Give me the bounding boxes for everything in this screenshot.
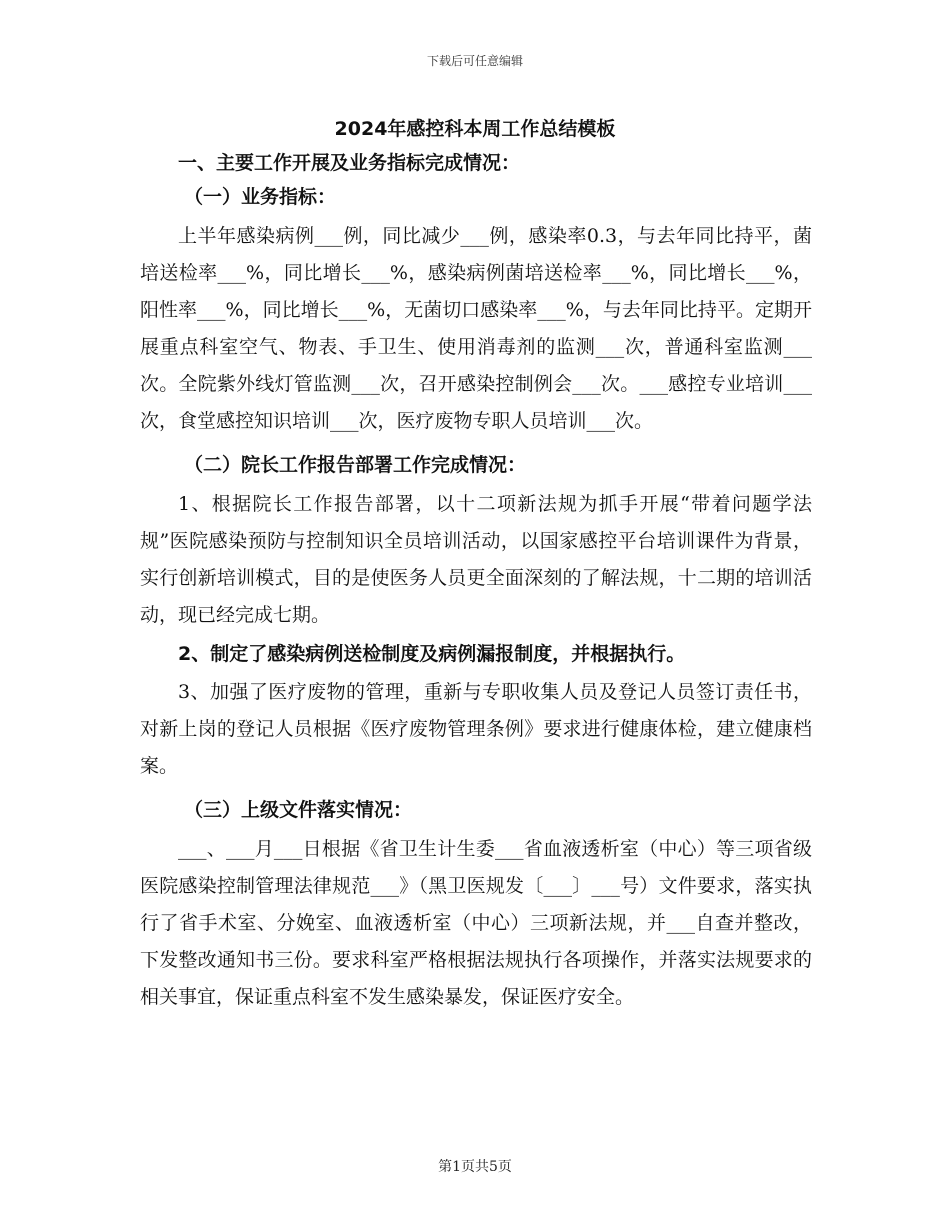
paragraph-superior-documents: ___、___月___日根据《省卫生计生委___省血液透析室（中心）等三项省级医院感染控制管理法律规范___》（黑卫医规发〔___〕___号）文件要求，落实执行了省手术室、分娩室、血液透析室（中心）三项新法规，并___自查并整改，下发整改通知书三份。要求科室严格根据法规执行各项操作，并落实法规要求的相关事宜，保证重点科室不发生感染暴发，保证医疗安全。	[140, 838, 812, 1008]
paragraph-director-item-3: 3、加强了医疗废物的管理，重新与专职收集人员及登记人员签订责任书，对新上岗的登记人员根据《医疗废物管理条例》要求进行健康体检，建立健康档案。	[140, 681, 812, 777]
page-header-note: 下载后可任意编辑	[426, 54, 523, 68]
paragraph-director-item-2: 2、制定了感染病例送检制度及病例漏报制度，并根据执行。	[178, 643, 686, 665]
paragraph-director-item-1: 1、根据院长工作报告部署，以十二项新法规为抓手开展“带着问题学法规”医院感染预防与控制知识全员培训活动，以国家感控平台培训课件为背景，实行创新培训模式，目的是使医务人员更全面深刻的了解法规，十二期的培训活动，现已经完成七期。	[140, 493, 812, 626]
document-body	[140, 146, 812, 1016]
page-number: 第1页共5页	[438, 1159, 512, 1175]
document-title: 2024年感控科本周工作总结模板	[334, 118, 616, 140]
paragraph-business-indicators: 上半年感染病例___例，同比减少___例，感染率0.3，与去年同比持平，菌培送检率___%，同比增长___%，感染病例菌培送检率___%，同比增长___%，阳性率___%，同比增长___%，无菌切口感染率___%，与去年同比持平。定期开展重点科室空气、物表、手卫生、使用消毒剂的监测___次，普通科室监测___次。全院紫外线灯管监测___次，召开感染控制例会___次。___感控专业培训___次，食堂感控知识培训___次，医疗废物专职人员培训___次。	[140, 225, 812, 432]
section-heading-main-work: 一、主要工作开展及业务指标完成情况：	[178, 152, 521, 174]
subsection-heading-business-indicators: （一）业务指标：	[184, 186, 337, 208]
subsection-heading-superior-documents: （三）上级文件落实情况：	[184, 799, 413, 821]
subsection-heading-director-report: （二）院长工作报告部署工作完成情况：	[184, 454, 527, 476]
